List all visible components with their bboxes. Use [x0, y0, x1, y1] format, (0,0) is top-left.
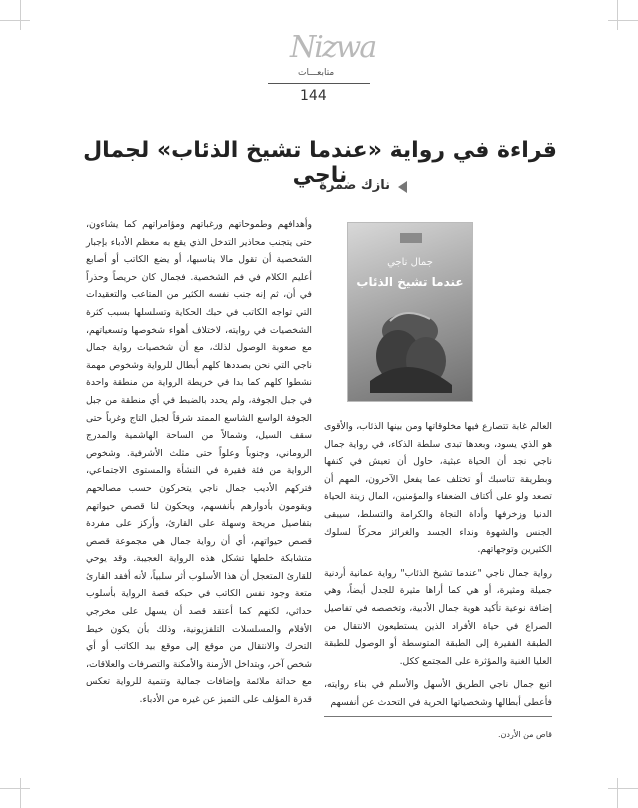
paragraph: اتبع جمال ناجي الطريق الأسهل والأسلم في بناء روايته، فأعطى أبطالها وشخصياتها الحرية في التحدث عن أنفسهم [324, 679, 552, 708]
book-cover-image [347, 222, 473, 402]
left-column [86, 216, 312, 715]
crop-mark [0, 788, 30, 789]
crop-mark [20, 778, 21, 808]
article-title: قراءة في رواية «عندما تشيخ الذئاب» لجمال ناجي [83, 138, 557, 188]
right-column [324, 418, 552, 718]
cover-title: عندما تشيخ الذئاب [356, 275, 464, 289]
paragraph: وأهدافهم وطموحاتهم ورغباتهم ومؤامراتهم كما يشاءون، حتى يتجنب محاذير التدخل الذي يقع به معظم الأدباء بإجبار الشخصية أن تقول مالا يناسبها، أو يضع الكاتب أو أصابع أعليم الكلام في فم الشخصية. فجمال كان حريصاً وحذراً في أن، ثم إنه جنب نفسه الكثير من المتاعب والتعقيدات التي تواجه الكاتب في حبك الحكاية وتسلسلها بسبب كثرة الشخصيات في روايته، لاختلاف أهواء شخوصها وتسعياتهم، مع صعوبة الوصول لذلك، مع أن شخصيات رواية جمال ناجي التي نحن بصددها كلهم أبطال للرواية وشخوص مهمة نشطوا كلهم كما بدا في خريطة الرواية من منطقة واحدة في جبل الجوفة، ولم يحدد بالضبط في أي منطقة من جبل الجوفة الواسع الشاسع الممتد شرقاً لجبل التاج وغرباً حتى سقف السيل، وشمالاً من الساحة الهاشمية والمدرج الروماني، وجنوباً وعلواً حتى مثلث الأشرفية. وشخوص الرواية من فئة فقيرة في النشأة والمستوى الاجتماعي، فتركهم الأديب جمال ناجي يتحركون حسب مصالحهم ويقومون بأدوارهم بأنفسهم، ويحكون لنا قصص حيواتهم بتفاصيل مريحة وسهلة على القارئ، وأركز على مفردة قصص حيواتهم، أي أن رواية جمال هي مجموعة قصص متشابكة خلطها تشكل هذه الرواية العجيبة. وقد يوحي للقارئ المتعجل أن هذا الأسلوب أثر سلبياً، لأنه أفقد القارئ متعة وجود نفس الكاتب في حبكه قصة الرواية بأسلوب حداثي، لكنهم كما أعتقد قصد أن يسهل على مخرجي الأفلام والمسلسلات التلفزيونية، وذلك بأن يكون خيط التحرك والانتقال من موقع إلى موقع بيد الكاتب أو أي شخص آخر، وبتداخل الأزمنة والأمكنة والتصرفات والعلاقات، مع حداثة ملائمة وإضافات جمالية وتنمية للرواية تعكس قدرة المؤلف على التميز عن غيره من الأدباء. [86, 219, 312, 706]
crop-mark [608, 20, 638, 21]
footnote-rule [324, 716, 552, 717]
paragraph: العالم غابة تتصارع فيها مخلوقاتها ومن بينها الذئاب، والأقوى هو الذي يسود، وبعدها تبدى سلطة الذكاء، في رواية جمال ناجي نجد أن الحياة عبثية، حاول أن تعيش في كنفها وبطريقة تناسبك أو تختلف عما يفعل الآخرون، المهم أن تصعد ولو على أكتاف الضعفاء والمؤمنين، المال زينة الحياة الدنيا وزخرفها وأداة النجاة والكرامة والتسلط، سيبقى الجنس والشهوة ونداء الجسد والغرائز محركاً لسلوك الكثيرين وتوجهاتهم. [324, 421, 552, 556]
article-author: نازك ضمرة [319, 178, 390, 193]
cover-author: جمال ناجي [387, 257, 433, 268]
triangle-bullet-icon [398, 181, 407, 193]
cover-badge [400, 233, 422, 243]
cover-artwork [360, 301, 460, 393]
crop-mark [20, 0, 21, 30]
header-rule [268, 83, 370, 84]
crop-mark [617, 778, 618, 808]
crop-mark [608, 788, 638, 789]
footnote: قاص من الأردن. [497, 730, 552, 739]
page-number: 144 [300, 88, 327, 104]
crop-mark [617, 0, 618, 30]
magazine-logo: Nizwa [290, 30, 376, 65]
crop-mark [0, 20, 30, 21]
paragraph: رواية جمال ناجي "عندما تشيخ الذئاب" رواية عمانية أردنية جميلة ومثيرة، أو هي كما أراها مثيرة للجدل أيضاً، وهي إضافة نوعية تأكيد هوية جمال الأدبية، وتخصصه في تفاصيل الصراع في حياة الأفراد الذين يستطيعون الانتقال من الطبقة الفقيرة إلى الطبقة المتوسطة أو الوصول للطبقة العليا الغنية والمؤثرة على المجتمع ككل. [324, 567, 552, 667]
section-label: متابعـــات [298, 68, 335, 78]
